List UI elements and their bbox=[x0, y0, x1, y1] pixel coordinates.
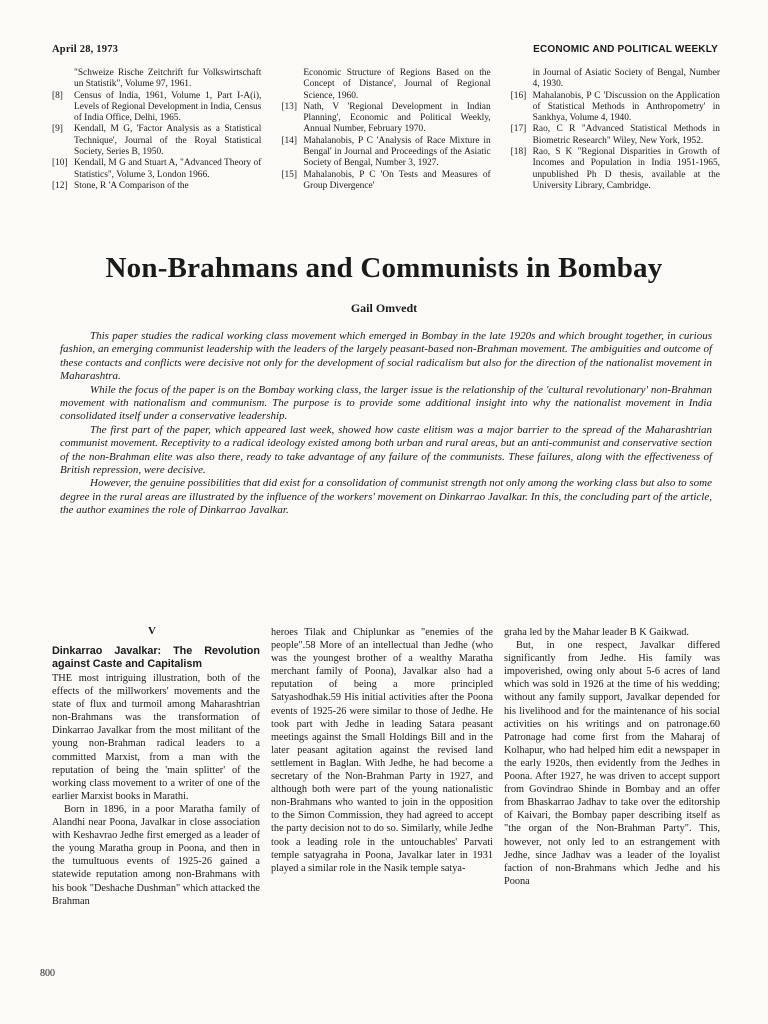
body-paragraph: Born in 1896, in a poor Maratha family of Alandhi near Poona, Javalkar in close association with Keshavrao Jedhe first emerged as a leader of the young Maratha group in Poona, and then in the tumultuous events of 1925-26 gained a statewide reputation among non-Brahmans with his book "Deshache Dushman" which attacked the Brahman bbox=[52, 803, 260, 907]
reference-item: [13] Nath, V 'Regional Development in Indian Planning', Economic and Political Weekly, Annual Number, February 1970. bbox=[281, 101, 491, 135]
body-paragraph: THE most intriguing illustration, both of the effects of the millworkers' movements and the state of flux and turmoil among Maharashtrian non-Brahmans was the transformation of Dinkarrao Javalkar from the most militant of the young non-Brahman radical leaders to a committed Marxist, from a man with the reputation of being the 'main splitter' of the working class movement to a writer of one of the earlier Marxist books in Marathi. bbox=[52, 673, 260, 802]
reference-item: [12] Stone, R 'A Comparison of the bbox=[52, 180, 189, 191]
section-number: V bbox=[148, 625, 156, 637]
body-paragraph: graha led by the Mahar leader B K Gaikwad. bbox=[504, 627, 689, 638]
reference-item: [10] Kendall, M G and Stuart A, "Advanced Theory of Statistics", Volume 3, London 1966. bbox=[52, 158, 262, 180]
running-head-date: April 28, 1973 bbox=[52, 44, 119, 55]
references-block bbox=[52, 68, 720, 192]
references-column-1 bbox=[52, 68, 261, 192]
body-column-2 bbox=[271, 626, 493, 875]
reference-item: [17] Rao, C R "Advanced Statistical Methods in Biometric Research" Wiley, New York, 1952. bbox=[510, 124, 720, 146]
reference-item: [16] Mahalanobis, P C 'Discussion on the Application of Statistical Methods in Anthropometry' in Sankhya, Volume 4, 1940. bbox=[510, 90, 720, 124]
body-paragraph: heroes Tilak and Chiplunkar as "enemies of the people".58 More of an intellectual than Jedhe (who was the youngest brother of a wealthy Maratha merchant family of Poona), Javalkar also had a reputation of being a more principled Satyashodhak.59 His initial activities after the Poona events of 1925-26 were similar to those of Jedhe. He took part with Jedhe in leading Satara peasant meetings against the Small Holdings Bill and in the later peasant agitation against the revised land settlement in Baglan. With Jedhe, he had become a secretary of the Non-Brahman Party in 1927, and although both were part of the young nationalistic non-Brahmans who wanted to join in the opposition to the Simon Commission, they had agreed to accept the party decision not to do so. Similarly, while Jedhe took a leading role in the untouchables' Parvati temple satyagraha in Poona, Javalkar later in 1931 played a similar role in the Nasik temple satya- bbox=[271, 627, 493, 874]
abstract-paragraph: The first part of the paper, which appeared last week, showed how caste elitism was a major barrier to the spread of the Maharashtrian communist movement. Receptivity to a radical ideology existed among both urban and rural areas, but an anti-communist and conservative section of the non-Brahman elite was also there, ready to take advantage of any failure of the communists. These failures, along with the effectiveness of British repression, were decisive. bbox=[60, 423, 712, 477]
references-column-3 bbox=[511, 68, 720, 192]
reference-item: "Schweize Rische Zeitchrift fur Volkswirtschaft un Statistik", Volume 97, 1961. bbox=[74, 68, 262, 90]
body-paragraph: But, in one respect, Javalkar differed significantly from Jedhe. His family was impoverished, owing only about 5-6 acres of land which was sold in 1926 at the time of his wedding; without any family support, Javalkar depended for his livelihood and for the maintenance of his social activities on his writings and on patronage.60 Patronage had come first from the Maharaj of Kolhapur, who had helped him edit a newspaper in the early 1920s, then evidently from the Jedhes in Poona. After 1927, he was driven to accept support from Govindrao Shinde in Bombay and an offer from Bhaskarrao Jadhav to take over the editorship of Kaivari, the Bombay paper describing itself as "the organ of the Non-Brahman Party". This, however, not only led to an estrangement with Jedhe, since Jadhav was a leader of the loyalist faction of non-Brahmans which Jedhe and his Poona bbox=[504, 640, 720, 887]
references-column-2 bbox=[281, 68, 490, 192]
page-number: 800 bbox=[40, 968, 55, 979]
reference-item: [8] Census of India, 1961, Volume 1, Part I-A(i), Levels of Regional Development in India, Census of India Office, Delhi, 1965. bbox=[52, 90, 262, 124]
abstract-paragraph: However, the genuine possibilities that did exist for a consolidation of communist strength not only among the working class but also to some degree in the rural areas are illustrated by the influence of the workers' movement on Dinkarrao Javalkar. In this, the concluding part of the article, the author examines the role of Dinkarrao Javalkar. bbox=[60, 477, 712, 517]
reference-item: [18] Rao, S K "Regional Disparities in Growth of Incomes and Population in India 1951-1965, unpublished Ph D thesis, available at the University Library, Cambridge. bbox=[510, 147, 720, 191]
article-abstract bbox=[60, 330, 712, 518]
running-head-journal: ECONOMIC AND POLITICAL WEEKLY bbox=[533, 44, 718, 55]
reference-item: in Journal of Asiatic Society of Bengal, Number 4, 1930. bbox=[532, 68, 720, 90]
body-column-1 bbox=[52, 645, 260, 908]
section-subhead: Dinkarrao Javalkar: The Revolution against Caste and Capitalism bbox=[52, 645, 260, 670]
reference-item: [15] Mahalanobis, P C 'On Tests and Measures of Group Divergence' bbox=[281, 169, 491, 191]
article-title: Non-Brahmans and Communists in Bombay bbox=[105, 252, 663, 284]
article-author: Gail Omvedt bbox=[350, 301, 418, 315]
reference-item: Economic Structure of Regions Based on the Concept of Distance', Journal of Regional Science, 1960. bbox=[303, 68, 491, 101]
reference-item: [14] Mahalanobis, P C 'Analysis of Race Mixture in Bengal' in Journal and Proceedings of the Asiatic Society of Bengal, Number 3, 1927. bbox=[281, 135, 491, 169]
abstract-paragraph: This paper studies the radical working class movement which emerged in Bombay in the late 1920s and which brought together, in curious fashion, an emerging communist leadership with the leaders of the largely peasant-based non-Brahman movement. The ambiguities and outcome of these contacts and conflicts were decisive not only for the development of social radicalism but also for the direction of the nationalist movement in Maharashtra. bbox=[60, 330, 712, 383]
body-column-3 bbox=[504, 626, 720, 888]
reference-item: [9] Kendall, M G, 'Factor Analysis as a Statistical Technique', Journal of the Royal Statistical Society, Series B, 1950. bbox=[52, 124, 262, 158]
abstract-paragraph: While the focus of the paper is on the Bombay working class, the larger issue is the relationship of the 'cultural revolutionary' non-Brahman movement with nationalism and communism. The purpose is to provide some additional insight into why the nationalist movement in India consolidated itself under a conservative leadership. bbox=[60, 383, 712, 423]
